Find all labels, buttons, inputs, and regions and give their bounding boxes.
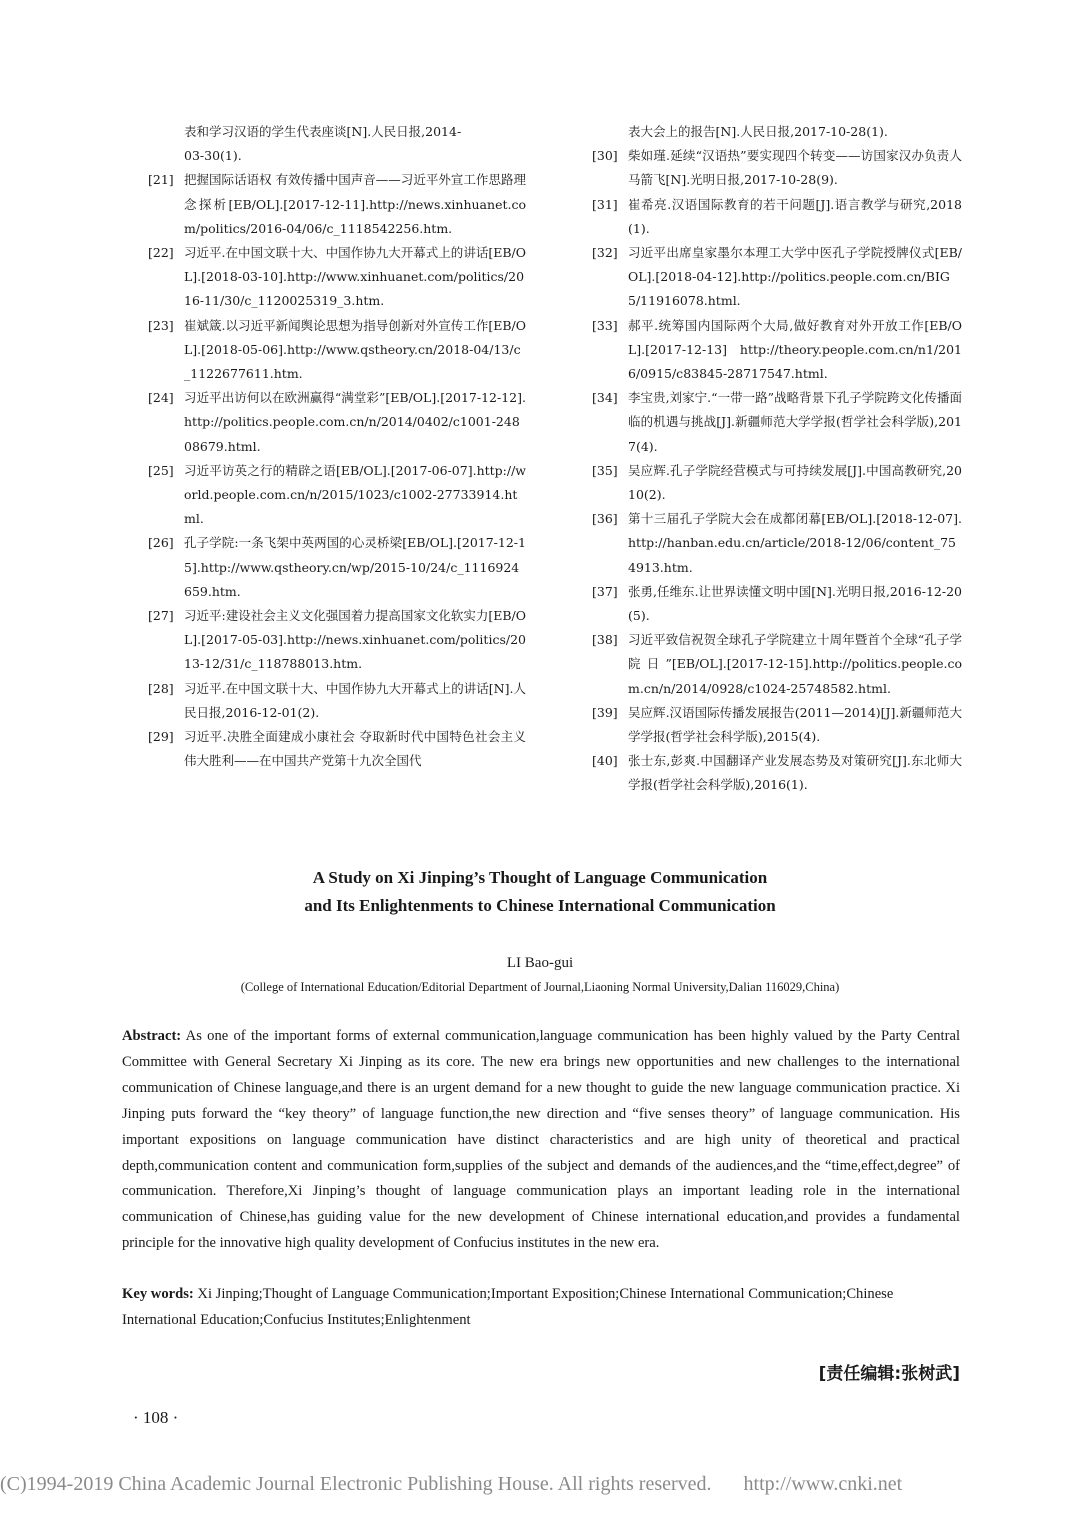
reference-item [592,386,962,459]
reference-number: [28] [148,680,174,696]
english-title-line-2: and Its Enlightenments to Chinese International Communication [304,896,776,915]
english-title [120,864,960,920]
keywords-text: Xi Jinping;Thought of Language Communication;Important Exposition;Chinese International Communication;Chinese International Education;Confucius Institutes;Enlightenment [122,1286,894,1328]
reference-number: [40] [592,753,618,769]
reference-text: 习近平出席皇家墨尔本理工大学中医孔子学院授牌仪式[EB/OL].[2018-04-12].http://politics.people.com.cn/BIG5/11916078.html. [628,245,962,309]
reference-continuation: 03-30(1). [184,148,242,164]
references-left-column [148,120,526,773]
reference-text: 崔斌箴.以习近平新闻舆论思想为指导创新对外宣传工作[EB/OL].[2018-05-06].http://www.qstheory.cn/2018-04/13/c_1122677611.htm. [184,317,526,382]
reference-item [592,120,962,144]
reference-number: [30] [592,148,618,164]
reference-text: 李宝贵,刘家宁.“一带一路”战略背景下孔子学院跨文化传播面临的机遇与挑战[J].新疆师范大学学报(哲学社会科学版),2017(4). [628,390,962,454]
copyright-text: (C)1994-2019 China Academic Journal Electronic Publishing House. All rights reserved. [0,1473,712,1495]
reference-item [592,628,962,701]
reference-text: 郝平.统筹国内国际两个大局,做好教育对外开放工作[EB/OL].[2017-12-13] http://theory.people.com.cn/n1/2016/0915/c83845-28717547.html. [628,317,962,382]
reference-text: 张士东,彭爽.中国翻译产业发展态势及对策研究[J].东北师大学报(哲学社会科学版),2016(1). [628,753,962,793]
keywords [122,1281,960,1333]
reference-item [592,144,962,192]
reference-text: 习近平致信祝贺全球孔子学院建立十周年暨首个全球“孔子学院日”[EB/OL].[2017-12-15].http://politics.people.com.cn/n/2014/0928/c1024-25748582.html. [628,632,962,696]
reference-number: [31] [592,196,618,212]
reference-text: 习近平:建设社会主义文化强国着力提高国家文化软实力[EB/OL].[2017-05-03].http://news.xinhuanet.com/politics/2013-12/31/c_118788013.htm. [184,608,526,672]
reference-text: 孔子学院:一条飞架中英两国的心灵桥梁[EB/OL].[2017-12-15].http://www.qstheory.cn/wp/2015-10/24/c_1116924659.htm. [184,535,526,599]
author-affiliation: (College of International Education/Editorial Department of Journal,Liaoning Normal University,Dalian 116029,China) [240,980,840,994]
reference-item [592,241,962,314]
abstract [122,1024,960,1257]
reference-text: 表和学习汉语的学生代表座谈[N].人民日报,2014- [184,124,462,139]
page-number: · 108 · [133,1408,179,1427]
reference-number: [27] [148,608,174,624]
reference-number: [21] [148,172,174,188]
reference-item [592,701,962,749]
reference-number: [35] [592,462,618,478]
reference-number: [29] [148,729,174,745]
reference-text: 习近平.在中国文联十大、中国作协九大开幕式上的讲话[N].人民日报,2016-12-01(2). [184,680,526,720]
reference-item [148,459,526,532]
reference-text: 习近平.在中国文联十大、中国作协九大开幕式上的讲话[EB/OL].[2018-03-10].http://www.xinhuanet.com/politics/2016-11/30/c_1120025319_3.htm. [184,245,526,309]
reference-number: [33] [592,317,618,333]
reference-text: 吴应辉.孔子学院经营模式与可持续发展[J].中国高教研究,2010(2). [628,462,962,503]
reference-item [148,677,526,725]
reference-number [592,120,628,144]
reference-text: 张勇,任维东.让世界读懂文明中国[N].光明日报,2016-12-20(5). [628,583,962,624]
reference-item [592,459,962,507]
reference-item [148,120,526,144]
reference-number: [22] [148,245,174,261]
cnki-url: http://www.cnki.net [743,1473,903,1495]
abstract-label: Abstract: [122,1028,182,1044]
reference-text: 把握国际话语权 有效传播中国声音——习近平外宣工作思路理念探析[EB/OL].[2017-12-11].http://news.xinhuanet.com/politics/2016-04/06/c_1118542256.htm. [184,172,526,236]
reference-item [592,749,962,797]
reference-item [148,314,526,387]
references-right-column [592,120,962,798]
english-title-line-1: A Study on Xi Jinping’s Thought of Language Communication [312,868,768,887]
reference-number: [36] [592,511,618,527]
reference-item [148,386,526,459]
reference-number: [23] [148,317,174,333]
reference-item [148,604,526,677]
reference-item [592,314,962,387]
reference-number: [26] [148,535,174,551]
reference-item [592,193,962,241]
reference-text: 崔希亮.汉语国际教育的若干问题[J].语言教学与研究,2018(1). [628,196,962,236]
reference-text: 习近平出访何以在欧洲赢得“满堂彩”[EB/OL].[2017-12-12].http://politics.people.com.cn/n/2014/0402/c1001-24808679.html. [184,390,526,454]
reference-text: 表大会上的报告[N].人民日报,2017-10-28(1). [628,124,888,139]
reference-text: 第十三届孔子学院大会在成都闭幕[EB/OL].[2018-12-07].http://hanban.edu.cn/article/2018-12/06/content_754913.htm. [628,511,962,575]
abstract-text: As one of the important forms of external communication,language communication has been highly valued by the Party Central Committee with General Secretary Xi Jinping as its core. The new era brings new opportunities and new challenges to the international communication of Chinese language,and there is an urgent demand for a new thought to guide the new language communication practice. Xi Jinping puts forward the “key theory” of language function,the new direction and “five senses theory” of language communication. His important expositions on language communication have distinct characteristics and are high unity of theoretical and practical depth,communication content and communication form,supplies of the subject and demands of the audiences,and the “time,effect,degree” of communication. Therefore,Xi Jinping’s thought of language communication plays an important leading role in the international communication of Chinese,has guiding value for the new development of Chinese international education,and provides a fundamental principle for the innovative high quality development of Confucius institutes in the new era. [122,1028,960,1252]
author-name: LI Bao-gui [506,955,574,971]
reference-number: [38] [592,632,618,648]
reference-item [148,531,526,604]
reference-text: 习近平.决胜全面建成小康社会 夺取新时代中国特色社会主义伟大胜利——在中国共产党第十九次全国代 [184,729,526,769]
reference-item [148,241,526,314]
copyright-footer [0,1473,1080,1496]
reference-number: [39] [592,704,618,720]
reference-text: 习近平访英之行的精辟之语[EB/OL].[2017-06-07].http://world.people.com.cn/n/2015/1023/c1002-27733914.html. [184,462,526,527]
reference-number: [34] [592,390,618,406]
reference-item [148,725,526,773]
reference-text: 柴如瑾.延续“汉语热”要实现四个转变——访国家汉办负责人马箭飞[N].光明日报,2017-10-28(9). [628,148,962,188]
reference-text: 吴应辉.汉语国际传播发展报告(2011—2014)[J].新疆师范大学学报(哲学社会科学版),2015(4). [628,704,962,745]
reference-item [592,507,962,580]
responsible-editor: [责任编辑:张树武] [818,1364,960,1384]
reference-number: [24] [148,390,174,406]
reference-number: [25] [148,462,174,478]
reference-item [148,168,526,241]
keywords-label: Key words: [122,1286,194,1302]
reference-number: [37] [592,583,618,599]
reference-item [592,580,962,628]
reference-number: [32] [592,245,618,261]
reference-number [148,120,184,144]
